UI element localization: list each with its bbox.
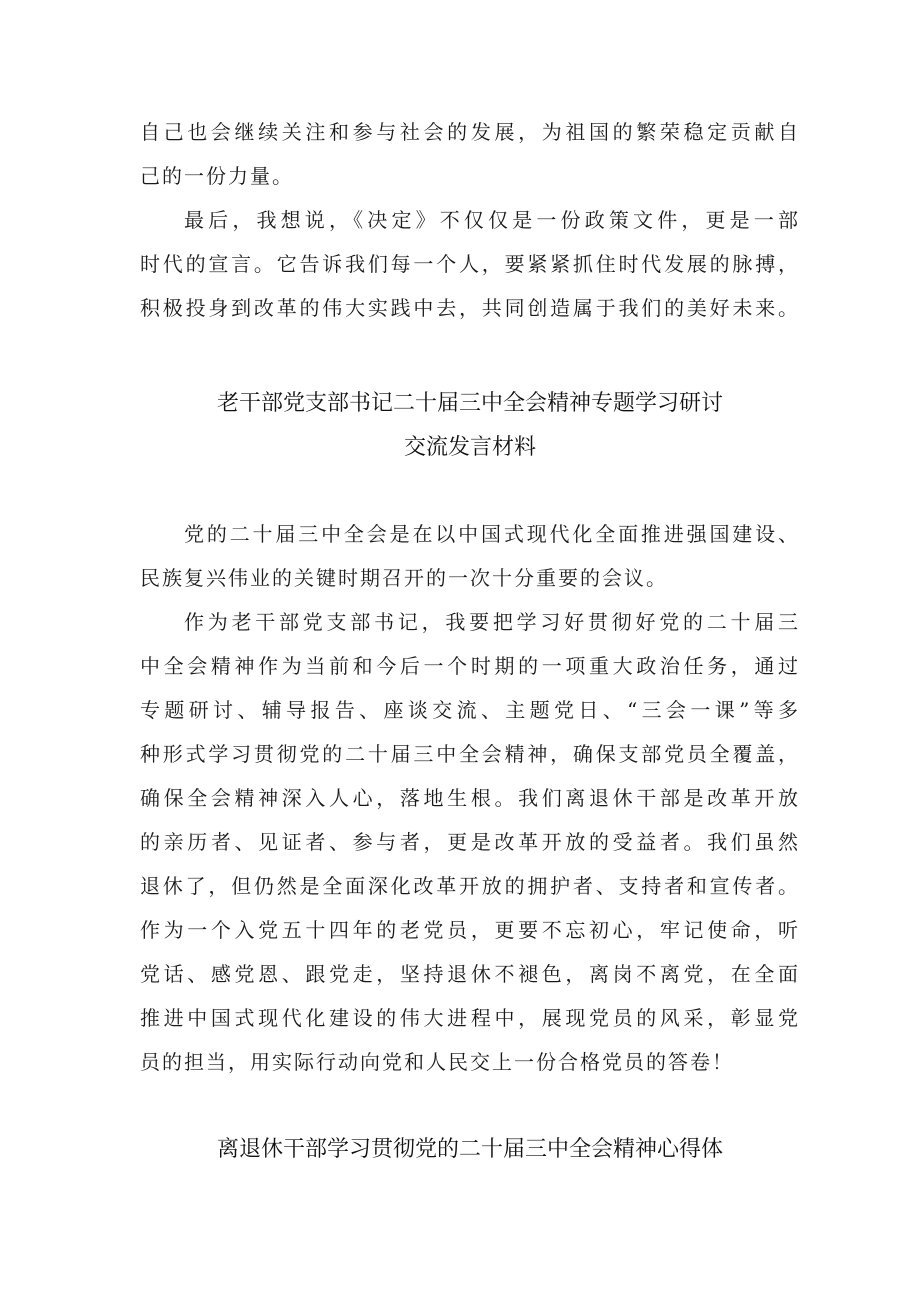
section1-line-6: 种形式学习贯彻党的二十届三中全会精神，确保支部党员全覆盖， (140, 742, 800, 766)
section1-line-3: 作为老干部党支部书记，我要把学习好贯彻好党的二十届三 (184, 610, 800, 634)
section1-line-7: 确保全会精神深入人心，落地生根。我们离退休干部是改革开放 (140, 786, 800, 810)
intro-line-3: 最后，我想说，《决定》不仅仅是一份政策文件，更是一部 (184, 208, 800, 232)
section1-title-line-2: 交流发言材料 (403, 435, 536, 460)
intro-line-5: 积极投身到改革的伟大实践中去，共同创造属于我们的美好未来。 (140, 296, 800, 320)
intro-line-2: 己的一份力量。 (140, 164, 294, 188)
section1-line-9: 退休了，但仍然是全面深化改革开放的拥护者、支持者和宣传者。 (140, 874, 800, 898)
section2-title: 离退休干部学习贯彻党的二十届三中全会精神心得体 (216, 1137, 723, 1162)
section1-line-2: 民族复兴伟业的关键时期召开的一次十分重要的会议。 (140, 566, 668, 590)
section1-line-4: 中全会精神作为当前和今后一个时期的一项重大政治任务，通过 (140, 654, 800, 678)
section1-line-8: 的亲历者、见证者、参与者，更是改革开放的受益者。我们虽然 (140, 830, 800, 854)
section1-line-13: 员的担当，用实际行动向党和人民交上一份合格党员的答卷！ (140, 1050, 734, 1074)
section1-line-5: 专题研讨、辅导报告、座谈交流、主题党日、“三会一课”等多 (140, 698, 800, 722)
intro-line-4: 时代的宣言。它告诉我们每一个人，要紧紧抓住时代发展的脉搏， (140, 252, 800, 276)
section1-title-line-1: 老干部党支部书记二十届三中全会精神专题学习研讨 (216, 391, 723, 416)
section1-line-11: 党话、感党恩、跟党走，坚持退休不褪色，离岗不离党，在全面 (140, 962, 800, 986)
intro-line-1: 自己也会继续关注和参与社会的发展，为祖国的繁荣稳定贡献自 (140, 120, 800, 144)
section1-line-1: 党的二十届三中全会是在以中国式现代化全面推进强国建设、 (184, 522, 800, 546)
section1-line-10: 作为一个入党五十四年的老党员，更要不忘初心，牢记使命，听 (140, 918, 800, 942)
section1-line-12: 推进中国式现代化建设的伟大进程中，展现党员的风采，彰显党 (140, 1006, 800, 1030)
